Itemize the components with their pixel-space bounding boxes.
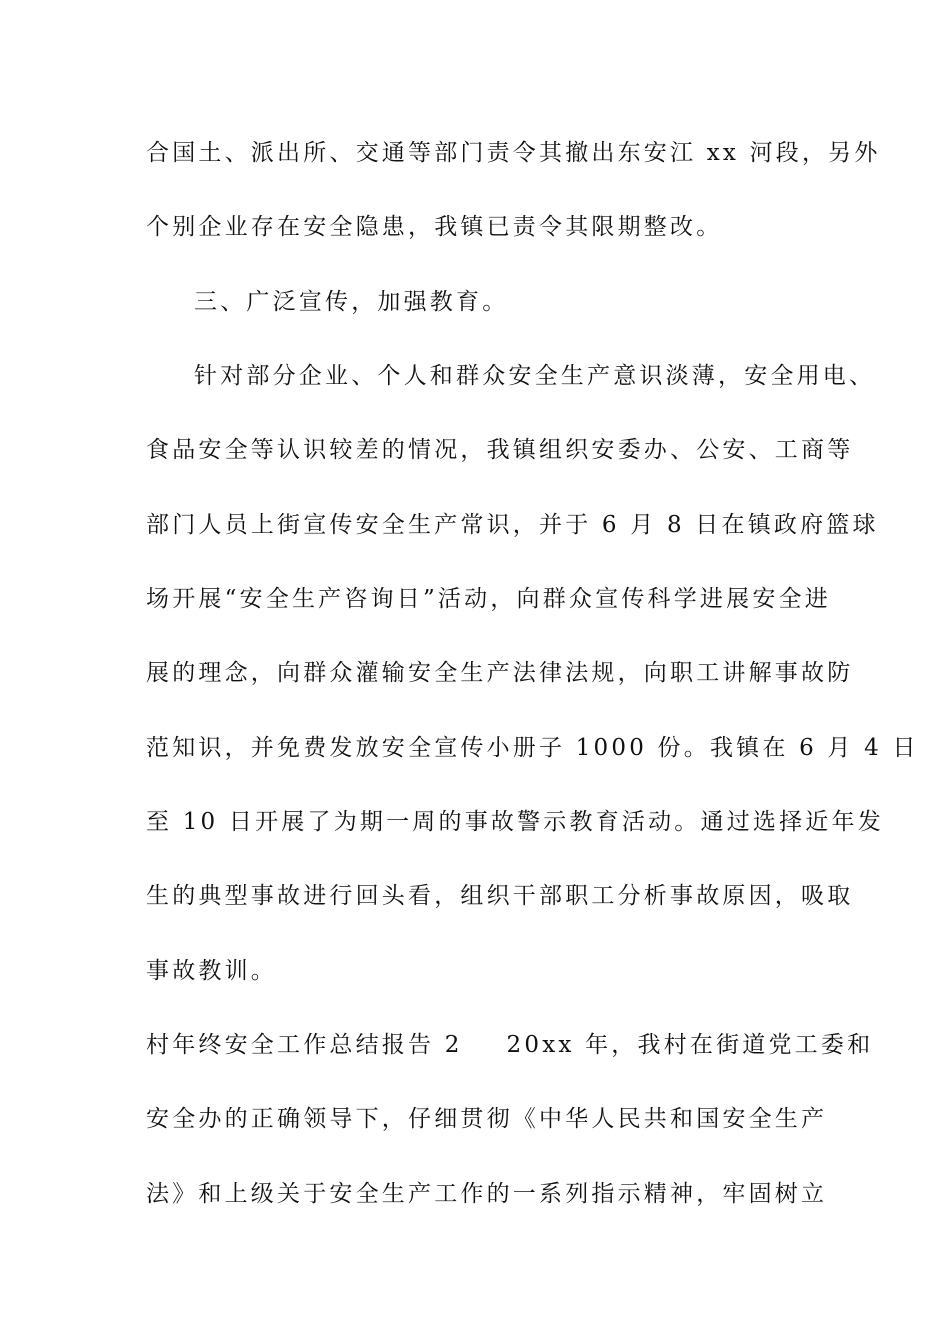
paragraph-line: 针对部分企业、个人和群众安全生产意识淡薄，安全用电、 [194,363,876,389]
report-title-line [146,1030,874,1060]
paragraph-line: 生的典型事故进行回头看，组织干部职工分析事故原因，吸取 [146,883,854,909]
report-title: 村年终安全工作总结报告 2 [146,1032,463,1058]
paragraph-line: 场开展“安全生产咨询日”活动，向群众宣传科学进展安全进 [146,586,831,612]
paragraph-line: 事故教训。 [146,958,277,984]
paragraph-line: 法》和上级关于安全生产工作的一系列指示精神，牢固树立 [146,1181,828,1207]
paragraph-line: 范知识，并免费发放安全宣传小册子 1000 份。我镇在 6 月 4 日 [146,735,919,761]
paragraph-line: 个别企业存在安全隐患，我镇已责令其限期整改。 [146,214,723,240]
paragraph-line: 展的理念，向群众灌输安全生产法律法规，向职工讲解事故防 [146,660,854,686]
paragraph-line: 至 10 日开展了为期一周的事故警示教育活动。通过选择近年发 [146,809,884,835]
report-first-line: 20xx 年，我村在街道党工委和 [506,1032,874,1058]
paragraph-line: 安全办的正确领导下，仔细贯彻《中华人民共和国安全生产 [146,1106,828,1132]
paragraph-line: 合国土、派出所、交通等部门责令其撤出东安江 xx 河段，另外 [146,140,881,166]
paragraph-line: 食品安全等认识较差的情况，我镇组织安委办、公安、工商等 [146,437,854,463]
section-heading: 三、广泛宣传，加强教育。 [194,289,509,315]
paragraph-line: 部门人员上街宣传安全生产常识，并于 6 月 8 日在镇政府篮球 [146,512,879,538]
